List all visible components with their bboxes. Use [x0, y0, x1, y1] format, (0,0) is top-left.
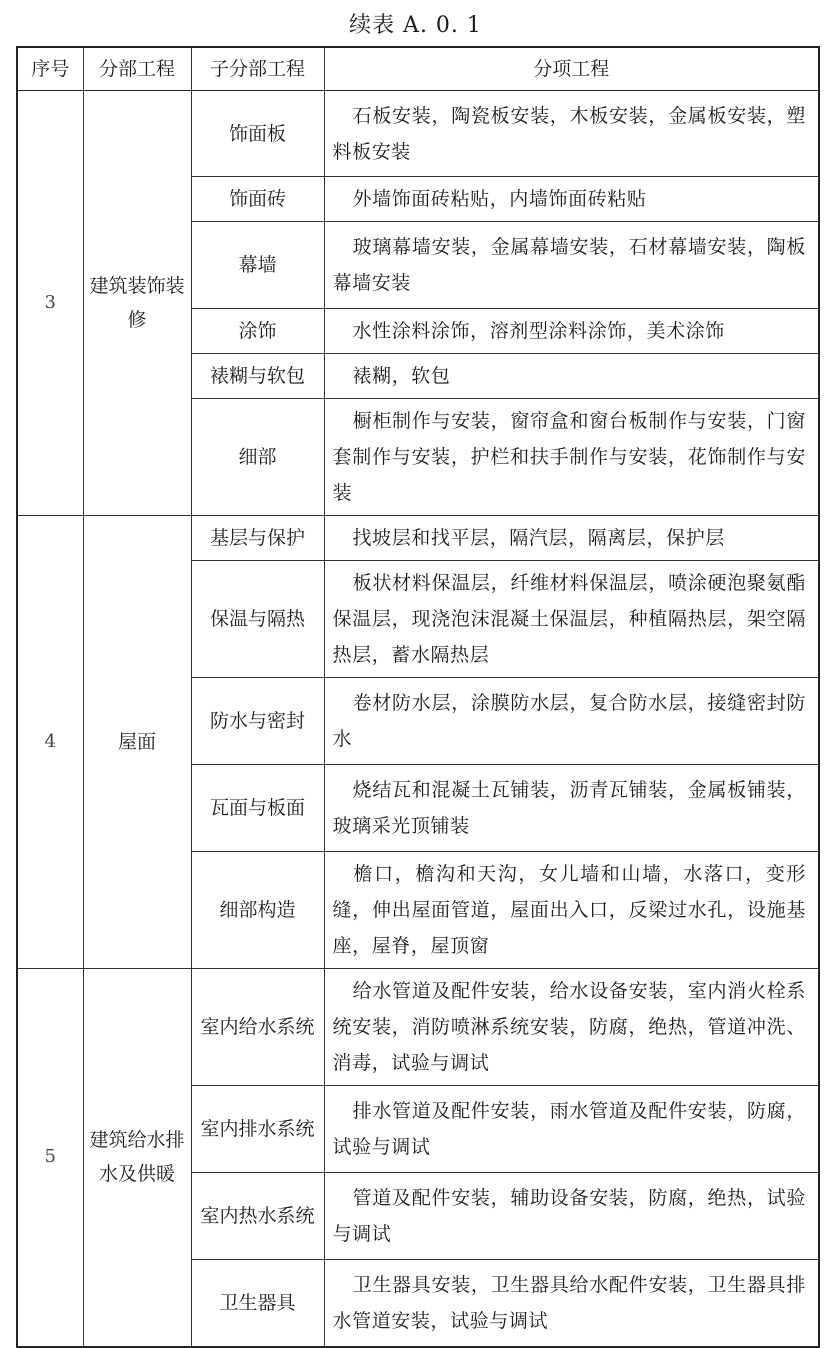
table-row: [17, 91, 819, 177]
subdivision-name: 裱糊与软包: [191, 354, 324, 399]
items-text: 板状材料保温层，纤维材料保温层，喷涂硬泡聚氨酯保温层，现浇泡沫混凝土保温层，种植隔热层，架空隔热层，蓄水隔热层: [324, 561, 819, 678]
items-text: 外墙饰面砖粘贴，内墙饰面砖粘贴: [324, 177, 819, 222]
subdivision-name: 细部构造: [191, 852, 324, 969]
row-number: 3: [17, 91, 83, 516]
subdivision-name: 饰面板: [191, 91, 324, 177]
items-text: 玻璃幕墙安装，金属幕墙安装，石材幕墙安装，陶板幕墙安装: [324, 222, 819, 309]
col-header-subdivision: 子分部工程: [191, 47, 324, 91]
items-text: 石板安装，陶瓷板安装，木板安装，金属板安装，塑料板安装: [324, 91, 819, 177]
subdivision-name: 细部: [191, 399, 324, 516]
items-text: 找坡层和找平层，隔汽层，隔离层，保护层: [324, 516, 819, 561]
col-header-num: 序号: [17, 47, 83, 91]
header-row: [17, 47, 819, 91]
subdivision-name: 室内给水系统: [191, 969, 324, 1086]
items-text: 卷材防水层，涂膜防水层，复合防水层，接缝密封防水: [324, 678, 819, 765]
row-number: 4: [17, 516, 83, 969]
items-text: 排水管道及配件安装，雨水管道及配件安装，防腐，试验与调试: [324, 1086, 819, 1173]
items-text: 水性涂料涂饰，溶剂型涂料涂饰，美术涂饰: [324, 309, 819, 354]
items-text: 卫生器具安装，卫生器具给水配件安装，卫生器具排水管道安装，试验与调试: [324, 1260, 819, 1347]
subdivision-name: 防水与密封: [191, 678, 324, 765]
col-header-division: 分部工程: [83, 47, 191, 91]
subdivision-name: 瓦面与板面: [191, 765, 324, 852]
division-name: 建筑给水排水及供暖: [83, 969, 191, 1347]
subdivision-name: 卫生器具: [191, 1260, 324, 1347]
table-row: [17, 969, 819, 1086]
items-text: 给水管道及配件安装，给水设备安装，室内消火栓系统安装，消防喷淋系统安装，防腐，绝热，管道冲洗、消毒，试验与调试: [324, 969, 819, 1086]
items-text: 管道及配件安装，辅助设备安装，防腐，绝热，试验与调试: [324, 1173, 819, 1260]
subdivision-name: 基层与保护: [191, 516, 324, 561]
items-text: 檐口，檐沟和天沟，女儿墙和山墙，水落口，变形缝，伸出屋面管道，屋面出入口，反梁过水孔，设施基座，屋脊，屋顶窗: [324, 852, 819, 969]
table-caption: 续表 A. 0. 1: [349, 13, 482, 38]
division-table: [16, 46, 820, 1348]
subdivision-name: 饰面砖: [191, 177, 324, 222]
subdivision-name: 幕墙: [191, 222, 324, 309]
row-number: 5: [17, 969, 83, 1347]
subdivision-name: 保温与隔热: [191, 561, 324, 678]
items-text: 烧结瓦和混凝土瓦铺装，沥青瓦铺装，金属板铺装，玻璃采光顶铺装: [324, 765, 819, 852]
division-name: 屋面: [83, 516, 191, 969]
items-text: 裱糊，软包: [324, 354, 819, 399]
subdivision-name: 室内排水系统: [191, 1086, 324, 1173]
subdivision-name: 涂饰: [191, 309, 324, 354]
table-row: [17, 516, 819, 561]
items-text: 橱柜制作与安装，窗帘盒和窗台板制作与安装，门窗套制作与安装，护栏和扶手制作与安装，花饰制作与安装: [324, 399, 819, 516]
subdivision-name: 室内热水系统: [191, 1173, 324, 1260]
col-header-items: 分项工程: [324, 47, 819, 91]
division-name: 建筑装饰装修: [83, 91, 191, 516]
